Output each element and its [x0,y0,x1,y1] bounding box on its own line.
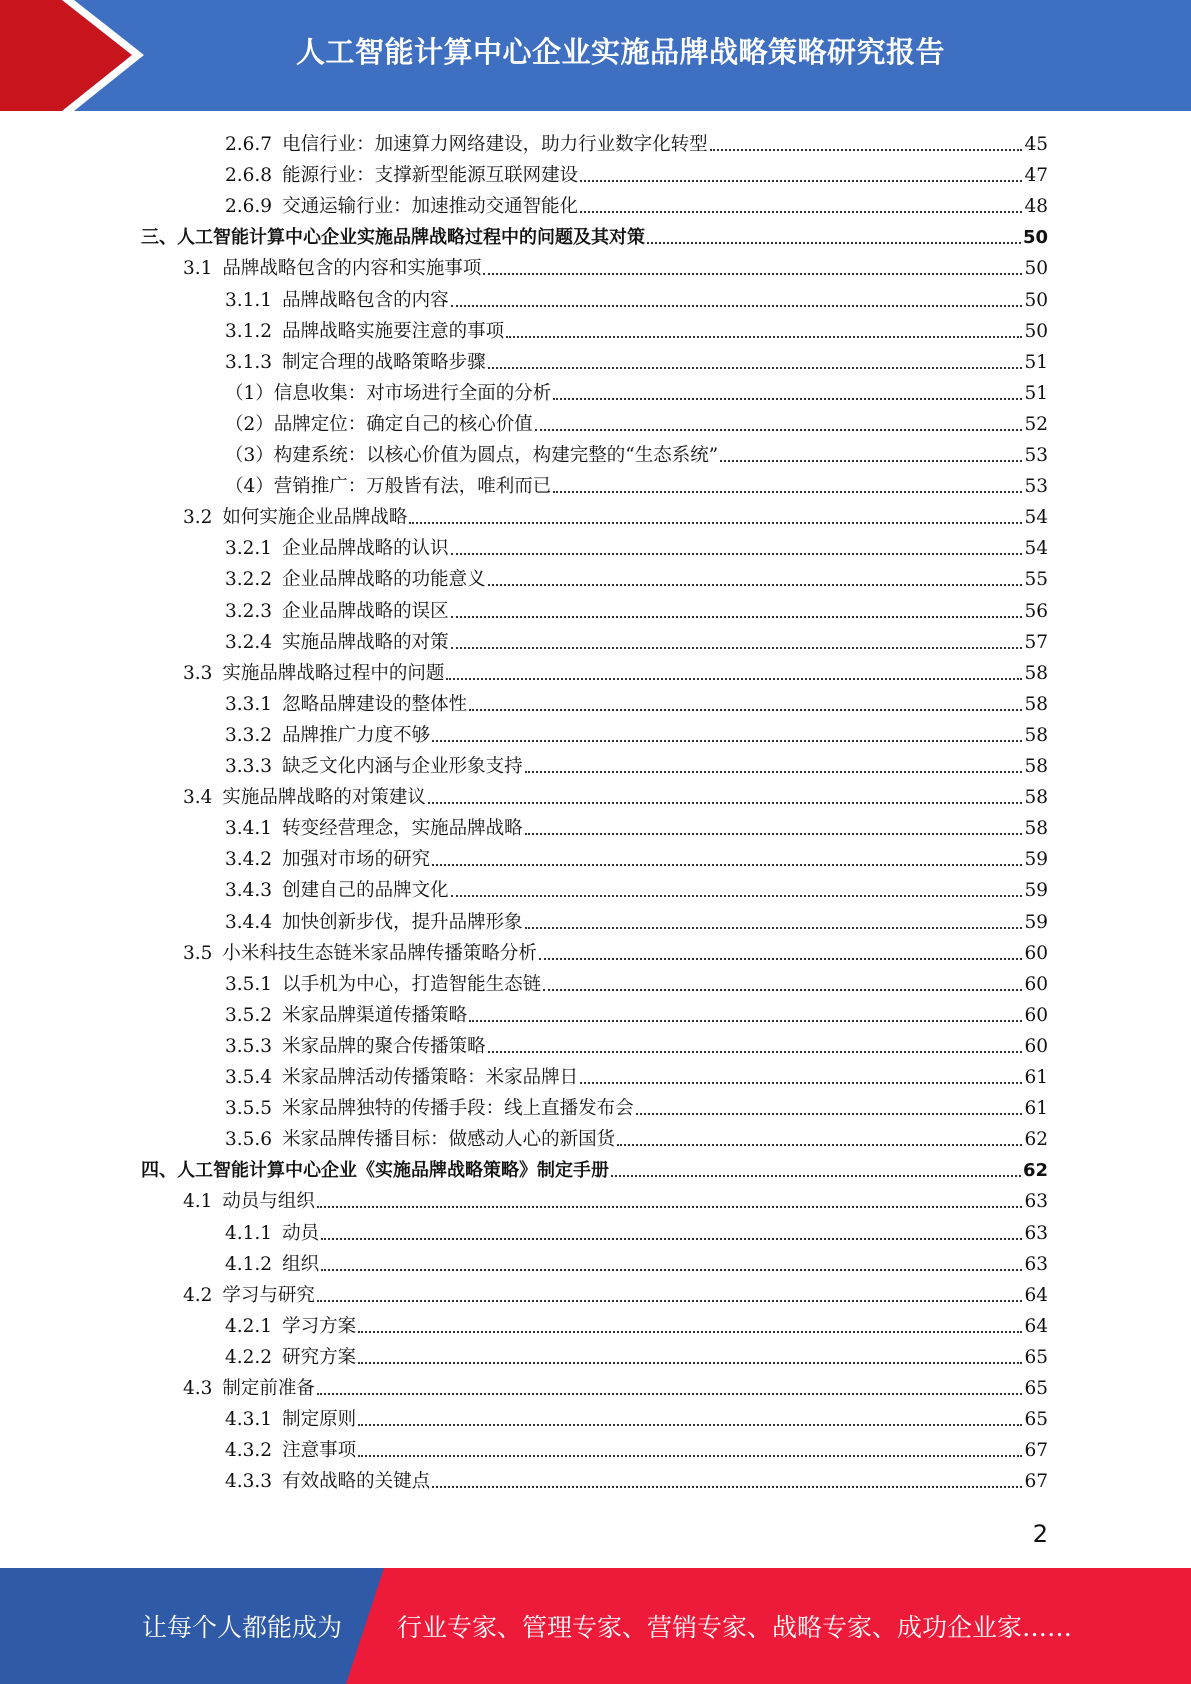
toc-entry-number: 4.3.3 [225,1471,273,1493]
page-number: 2 [1032,1520,1048,1548]
toc-entry[interactable] [225,1339,1048,1370]
toc-dot-leader [446,678,1022,680]
toc-entry-number: 4.2.2 [225,1346,273,1368]
toc-dot-leader [358,1331,1022,1333]
page-footer [0,1568,1191,1684]
toc-dot-leader [451,647,1023,649]
page-header [0,0,1191,111]
toc-entry-number: 3.4.3 [225,880,273,902]
toc-dot-leader [488,1051,1023,1053]
toc-entry-page: 59 [1024,849,1048,871]
toc-entry[interactable] [225,468,1048,499]
toc-entry-number: 3.5.4 [225,1067,273,1088]
toc-entry-number: 3.5 [183,942,213,964]
toc-entry[interactable] [225,1246,1048,1277]
toc-entry[interactable] [225,561,1048,592]
toc-entry[interactable] [225,810,1048,841]
toc-entry-page: 63 [1024,1253,1048,1275]
toc-entry-title: 品牌战略包含的内容 [282,289,449,311]
toc-entry-title: 米家品牌独特的传播手段：线上直播发布会 [282,1098,634,1120]
toc-entry[interactable] [225,1401,1048,1432]
toc-entry-page: 55 [1024,569,1048,591]
toc-dot-leader [488,367,1023,369]
toc-entry-title: 交通运输行业：加速推动交通智能化 [282,196,579,218]
toc-entry-page: 52 [1024,413,1048,435]
toc-entry-title: 以手机为中心，打造智能生态链 [282,973,542,995]
toc-entry-title: 转变经营理念，实施品牌战略 [282,818,523,840]
toc-dot-leader [469,709,1022,711]
toc-entry-title: 组织 [282,1253,320,1275]
toc-dot-leader [580,211,1022,213]
toc-entry-title: 三、人工智能计算中心企业实施品牌战略过程中的问题及其对策 [141,227,645,249]
toc-entry[interactable] [225,126,1048,157]
toc-entry-page: 47 [1024,165,1048,187]
toc-dot-leader [432,1486,1022,1488]
toc-entry-page: 57 [1024,631,1048,653]
toc-entry[interactable] [183,499,1048,530]
toc-entry[interactable] [225,593,1048,624]
toc-entry-page: 50 [1024,320,1048,342]
toc-entry-number: 3.4.4 [225,911,273,933]
toc-dot-leader [553,491,1022,493]
toc-entry[interactable] [225,375,1048,406]
toc-entry-number: 2.6.7 [225,134,273,155]
toc-dot-leader [580,1082,1022,1084]
toc-entry-page: 50 [1022,227,1048,249]
toc-entry[interactable] [183,935,1048,966]
toc-entry-number: 3.5.3 [225,1035,273,1057]
toc-dot-leader [451,895,1023,897]
toc-entry-page: 62 [1022,1160,1048,1182]
toc-entry[interactable] [183,1183,1048,1214]
toc-entry-number: 3.2 [183,507,213,529]
toc-entry-title: 缺乏文化内涵与企业形象支持 [282,756,523,777]
toc-entry-number: 3.1 [183,258,213,280]
toc-entry-page: 48 [1024,196,1048,218]
toc-entry-page: 59 [1024,911,1048,933]
toc-entry[interactable] [225,717,1048,748]
toc-entry[interactable] [183,1370,1048,1401]
toc-entry[interactable] [225,997,1048,1028]
toc-entry-number: 3.3.1 [225,693,273,715]
toc-dot-leader [483,273,1022,275]
toc-entry-title: （4）营销推广：万般皆有法，唯利而已 [225,476,552,498]
toc-entry-number: 3.2.4 [225,631,273,653]
header-arrow-decoration [0,0,160,111]
toc-entry[interactable] [225,841,1048,872]
toc-dot-leader [710,149,1023,151]
toc-entry-page: 54 [1024,538,1048,560]
toc-entry-page: 58 [1024,724,1048,746]
toc-entry-title: 学习方案 [282,1315,357,1337]
toc-dot-leader [321,1269,1022,1271]
toc-dot-leader [525,927,1023,929]
toc-dot-leader [535,429,1023,431]
toc-entry-title: （1）信息收集：对市场进行全面的分析 [225,382,552,404]
toc-entry-title: 米家品牌活动传播策略：米家品牌日 [282,1067,579,1088]
toc-dot-leader [317,1300,1023,1302]
toc-entry[interactable] [225,1215,1048,1246]
toc-entry-number: 4.3 [183,1378,213,1399]
toc-entry-title: 制定前准备 [222,1378,315,1399]
toc-entry-page: 60 [1024,1004,1048,1026]
toc-dot-leader [451,553,1023,555]
toc-entry-title: 品牌推广力度不够 [282,724,431,746]
toc-dot-leader [451,616,1023,618]
toc-entry-number: 3.3 [183,662,213,684]
toc-entry-title: （3）构建系统：以核心价值为圆点，构建完整的“生态系统” [225,445,719,466]
toc-entry-number: 3.4.1 [225,818,273,840]
toc-dot-leader [432,864,1022,866]
toc-dot-leader [321,1238,1022,1240]
toc-entry-page: 58 [1024,818,1048,840]
toc-entry[interactable] [225,313,1048,344]
toc-entry-page: 62 [1024,1129,1048,1151]
toc-dot-leader [409,522,1022,524]
toc-dot-leader [611,1175,1021,1177]
toc-entry-title: 米家品牌的聚合传播策略 [282,1035,486,1057]
toc-entry[interactable] [183,250,1048,281]
toc-entry-title: 米家品牌传播目标：做感动人心的新国货 [282,1129,616,1151]
toc-entry-title: 动员 [282,1222,320,1244]
toc-entry[interactable] [141,219,1048,250]
toc-entry[interactable] [225,1308,1048,1339]
toc-entry-page: 56 [1024,600,1048,622]
toc-dot-leader [525,771,1023,773]
toc-entry-number: 3.5.1 [225,973,273,995]
toc-dot-leader [469,1020,1022,1022]
footer-slogan-left: 让每个人都能成为 [142,1613,343,1642]
toc-entry-number: 4.1 [183,1191,213,1213]
toc-entry-title: 研究方案 [282,1346,357,1368]
toc-entry-title: 企业品牌战略的功能意义 [282,569,486,591]
toc-entry-title: 品牌战略实施要注意的事项 [282,320,505,342]
toc-dot-leader [525,833,1023,835]
toc-entry-page: 45 [1024,134,1048,155]
toc-entry-number: 2.6.8 [225,165,273,187]
toc-entry-number: 4.3.2 [225,1440,273,1462]
toc-entry-number: 4.1.2 [225,1253,273,1275]
toc-entry[interactable] [225,966,1048,997]
toc-entry-number: 3.2.1 [225,538,273,560]
toc-entry-title: 企业品牌战略的误区 [282,600,449,622]
toc-entry-page: 65 [1024,1346,1048,1368]
toc-entry[interactable] [225,1090,1048,1121]
toc-entry-number: 3.4 [183,787,213,809]
toc-entry[interactable] [225,1059,1048,1090]
toc-entry-number: 4.2.1 [225,1315,273,1337]
toc-entry-title: 创建自己的品牌文化 [282,880,449,902]
toc-entry[interactable] [225,344,1048,375]
toc-entry[interactable] [225,1463,1048,1494]
toc-entry[interactable] [183,655,1048,686]
toc-entry[interactable] [183,779,1048,810]
toc-entry-title: 如何实施企业品牌战略 [222,507,408,529]
toc-entry-title: 企业品牌战略的认识 [282,538,449,560]
toc-entry-page: 51 [1024,351,1048,373]
toc-entry-page: 63 [1024,1222,1048,1244]
toc-entry-page: 60 [1024,1035,1048,1057]
toc-dot-leader [617,1144,1022,1146]
toc-entry-page: 64 [1024,1315,1048,1337]
toc-entry-number: 4.1.1 [225,1222,273,1244]
toc-dot-leader [506,336,1022,338]
toc-dot-leader [636,1113,1023,1115]
toc-entry[interactable] [225,1028,1048,1059]
toc-entry-number: 4.2 [183,1284,213,1306]
toc-entry[interactable] [225,1121,1048,1152]
toc-entry-title: 实施品牌战略过程中的问题 [222,662,445,684]
toc-dot-leader [720,460,1022,462]
toc-entry-number: 3.1.1 [225,289,273,311]
toc-entry-page: 51 [1024,382,1048,404]
toc-entry-title: 学习与研究 [222,1284,315,1306]
toc-dot-leader [553,398,1022,400]
toc-entry[interactable] [225,748,1048,779]
toc-entry-title: 能源行业：支撑新型能源互联网建设 [282,165,579,187]
toc-entry-title: 实施品牌战略的对策建议 [222,787,426,809]
toc-entry[interactable] [225,872,1048,903]
toc-dot-leader [647,242,1021,244]
toc-entry-number: 3.5.2 [225,1004,273,1026]
toc-dot-leader [539,958,1023,960]
toc-entry-title: 制定原则 [282,1409,357,1431]
toc-entry-number: 4.3.1 [225,1409,273,1431]
toc-entry-title: （2）品牌定位：确定自己的核心价值 [225,413,533,435]
toc-entry-page: 50 [1024,258,1048,280]
toc-entry-number: 3.5.5 [225,1098,273,1120]
toc-dot-leader [358,1362,1022,1364]
toc-dot-leader [432,740,1022,742]
toc-entry-title: 有效战略的关键点 [282,1471,431,1493]
toc-entry-page: 63 [1024,1191,1048,1213]
toc-entry[interactable] [225,406,1048,437]
toc-entry[interactable] [225,1432,1048,1463]
toc-entry-page: 67 [1024,1471,1048,1493]
toc-entry-page: 54 [1024,507,1048,529]
toc-entry-number: 3.3.3 [225,756,273,777]
toc-entry-page: 58 [1024,787,1048,809]
toc-entry-page: 67 [1024,1440,1048,1462]
toc-entry-number: 3.2.2 [225,569,273,591]
toc-entry-page: 60 [1024,942,1048,964]
toc-entry-page: 59 [1024,880,1048,902]
toc-entry-page: 53 [1024,476,1048,498]
toc-dot-leader [580,180,1022,182]
toc-entry-page: 58 [1024,662,1048,684]
toc-entry-page: 58 [1024,756,1048,777]
toc-entry-title: 品牌战略包含的内容和实施事项 [222,258,482,280]
toc-entry-page: 50 [1024,289,1048,311]
toc-entry[interactable] [225,686,1048,717]
toc-dot-leader [317,1393,1023,1395]
toc-entry[interactable] [183,1277,1048,1308]
toc-entry-number: 3.1.3 [225,351,273,373]
toc-entry-page: 64 [1024,1284,1048,1306]
toc-entry-title: 注意事项 [282,1440,357,1462]
toc-entry-title: 加快创新步伐，提升品牌形象 [282,911,523,933]
footer-slogan-right: 行业专家、管理专家、营销专家、战略专家、成功企业家…… [397,1613,1073,1642]
toc-dot-leader [358,1455,1022,1457]
toc-entry-page: 61 [1024,1067,1048,1088]
toc-entry[interactable] [225,530,1048,561]
toc-entry-page: 61 [1024,1098,1048,1120]
toc-entry-number: 2.6.9 [225,196,273,218]
toc-entry-number: 3.1.2 [225,320,273,342]
toc-dot-leader [488,584,1023,586]
toc-dot-leader [428,802,1023,804]
toc-entry-title: 四、人工智能计算中心企业《实施品牌战略策略》制定手册 [141,1160,609,1182]
toc-entry-title: 加强对市场的研究 [282,849,431,871]
toc-dot-leader [451,305,1023,307]
toc-entry[interactable] [225,437,1048,468]
toc-entry[interactable] [225,282,1048,313]
toc-entry-number: 3.5.6 [225,1129,273,1151]
toc-dot-leader [317,1206,1023,1208]
toc-dot-leader [358,1424,1022,1426]
toc-entry[interactable] [225,157,1048,188]
toc-entry-title: 制定合理的战略策略步骤 [282,351,486,373]
toc-entry-title: 动员与组织 [222,1191,315,1213]
toc-entry[interactable] [225,904,1048,935]
toc-entry-title: 实施品牌战略的对策 [282,631,449,653]
toc-entry-page: 65 [1024,1409,1048,1431]
toc-entry-page: 60 [1024,973,1048,995]
toc-entry-title: 小米科技生态链米家品牌传播策略分析 [222,942,537,964]
toc-entry-number: 3.4.2 [225,849,273,871]
toc-entry-title: 电信行业：加速算力网络建设，助力行业数字化转型 [282,134,708,155]
toc-entry-page: 53 [1024,445,1048,466]
toc-entry-page: 58 [1024,693,1048,715]
toc-entry-title: 米家品牌渠道传播策略 [282,1004,468,1026]
toc-entry[interactable] [225,188,1048,219]
toc-entry-page: 65 [1024,1378,1048,1399]
toc-entry[interactable] [225,624,1048,655]
toc-dot-leader [543,989,1022,991]
report-title: 人工智能计算中心企业实施品牌战略策略研究报告 [295,34,945,69]
toc-entry-title: 忽略品牌建设的整体性 [282,693,468,715]
toc-entry-number: 3.2.3 [225,600,273,622]
toc-entry-number: 3.3.2 [225,724,273,746]
toc-entry[interactable] [141,1152,1048,1183]
